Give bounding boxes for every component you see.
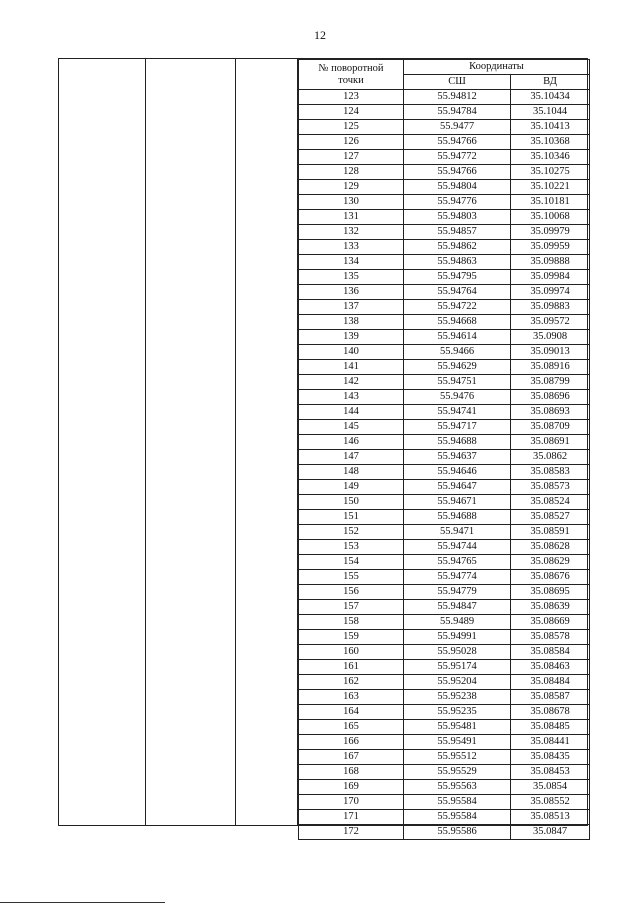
table-row — [299, 615, 590, 630]
longitude-header: ВД — [511, 75, 590, 90]
longitude-cell: 35.10434 — [511, 90, 590, 105]
longitude-cell: 35.08676 — [511, 570, 590, 585]
table-row — [299, 360, 590, 375]
point-number-cell: 152 — [299, 525, 404, 540]
latitude-cell: 55.95491 — [404, 735, 511, 750]
latitude-cell: 55.95563 — [404, 780, 511, 795]
table-row — [299, 465, 590, 480]
column-divider — [235, 59, 236, 825]
latitude-cell: 55.94614 — [404, 330, 511, 345]
latitude-cell: 55.94776 — [404, 195, 511, 210]
table-row — [299, 780, 590, 795]
table-row — [299, 735, 590, 750]
latitude-cell: 55.94991 — [404, 630, 511, 645]
longitude-cell: 35.08484 — [511, 675, 590, 690]
table-row — [299, 180, 590, 195]
point-number-cell: 170 — [299, 795, 404, 810]
table-row — [299, 375, 590, 390]
longitude-cell: 35.09883 — [511, 300, 590, 315]
longitude-cell: 35.08799 — [511, 375, 590, 390]
latitude-cell: 55.94795 — [404, 270, 511, 285]
latitude-cell: 55.94779 — [404, 585, 511, 600]
latitude-cell: 55.94774 — [404, 570, 511, 585]
table-row — [299, 120, 590, 135]
latitude-cell: 55.9471 — [404, 525, 511, 540]
latitude-cell: 55.95529 — [404, 765, 511, 780]
point-number-cell: 126 — [299, 135, 404, 150]
latitude-cell: 55.95512 — [404, 750, 511, 765]
point-number-cell: 166 — [299, 735, 404, 750]
point-number-cell: 159 — [299, 630, 404, 645]
latitude-cell: 55.94647 — [404, 480, 511, 495]
point-number-cell: 163 — [299, 690, 404, 705]
latitude-cell: 55.95204 — [404, 675, 511, 690]
footer-rule — [0, 902, 165, 903]
latitude-header: СШ — [404, 75, 511, 90]
point-number-cell: 161 — [299, 660, 404, 675]
point-number-cell: 154 — [299, 555, 404, 570]
latitude-cell: 55.94765 — [404, 555, 511, 570]
latitude-cell: 55.95238 — [404, 690, 511, 705]
longitude-cell: 35.08584 — [511, 645, 590, 660]
table-row — [299, 405, 590, 420]
table-row — [299, 345, 590, 360]
coordinates-header: Координаты — [404, 60, 590, 75]
longitude-cell: 35.08527 — [511, 510, 590, 525]
table-row — [299, 600, 590, 615]
point-number-cell: 153 — [299, 540, 404, 555]
longitude-cell: 35.08591 — [511, 525, 590, 540]
point-number-cell: 140 — [299, 345, 404, 360]
point-number-cell: 160 — [299, 645, 404, 660]
longitude-cell: 35.08709 — [511, 420, 590, 435]
table-row — [299, 330, 590, 345]
table-row — [299, 105, 590, 120]
longitude-cell: 35.08463 — [511, 660, 590, 675]
table-row — [299, 570, 590, 585]
latitude-cell: 55.94671 — [404, 495, 511, 510]
table-row — [299, 315, 590, 330]
point-number-cell: 156 — [299, 585, 404, 600]
table-row — [299, 525, 590, 540]
point-number-cell: 151 — [299, 510, 404, 525]
longitude-cell: 35.10275 — [511, 165, 590, 180]
latitude-cell: 55.95028 — [404, 645, 511, 660]
latitude-cell: 55.94741 — [404, 405, 511, 420]
latitude-cell: 55.9476 — [404, 390, 511, 405]
latitude-cell: 55.94803 — [404, 210, 511, 225]
table-row — [299, 150, 590, 165]
longitude-cell: 35.08629 — [511, 555, 590, 570]
table-row — [299, 240, 590, 255]
latitude-cell: 55.95584 — [404, 810, 511, 825]
table-row — [299, 210, 590, 225]
point-number-cell: 168 — [299, 765, 404, 780]
point-number-cell: 125 — [299, 120, 404, 135]
table-row — [299, 630, 590, 645]
latitude-cell: 55.94744 — [404, 540, 511, 555]
point-number-cell: 138 — [299, 315, 404, 330]
coordinates-table — [298, 59, 590, 840]
table-row — [299, 765, 590, 780]
latitude-cell: 55.95235 — [404, 705, 511, 720]
longitude-cell: 35.08587 — [511, 690, 590, 705]
longitude-cell: 35.0854 — [511, 780, 590, 795]
latitude-cell: 55.94751 — [404, 375, 511, 390]
longitude-cell: 35.08678 — [511, 705, 590, 720]
latitude-cell: 55.94804 — [404, 180, 511, 195]
table-row — [299, 720, 590, 735]
table-row — [299, 825, 590, 840]
latitude-cell: 55.94857 — [404, 225, 511, 240]
point-number-cell: 146 — [299, 435, 404, 450]
point-number-cell: 137 — [299, 300, 404, 315]
latitude-cell: 55.94784 — [404, 105, 511, 120]
longitude-cell: 35.08524 — [511, 495, 590, 510]
latitude-cell: 55.94847 — [404, 600, 511, 615]
point-number-cell: 147 — [299, 450, 404, 465]
table-row — [299, 645, 590, 660]
point-number-cell: 148 — [299, 465, 404, 480]
longitude-cell: 35.10221 — [511, 180, 590, 195]
longitude-cell: 35.10413 — [511, 120, 590, 135]
longitude-cell: 35.09888 — [511, 255, 590, 270]
longitude-cell: 35.08513 — [511, 810, 590, 825]
latitude-cell: 55.94668 — [404, 315, 511, 330]
point-number-cell: 150 — [299, 495, 404, 510]
latitude-cell: 55.9466 — [404, 345, 511, 360]
latitude-cell: 55.94688 — [404, 510, 511, 525]
longitude-cell: 35.10181 — [511, 195, 590, 210]
longitude-cell: 35.09572 — [511, 315, 590, 330]
table-row — [299, 555, 590, 570]
latitude-cell: 55.95481 — [404, 720, 511, 735]
table-row — [299, 195, 590, 210]
longitude-cell: 35.08639 — [511, 600, 590, 615]
latitude-cell: 55.94812 — [404, 90, 511, 105]
point-number-cell: 134 — [299, 255, 404, 270]
latitude-cell: 55.95584 — [404, 795, 511, 810]
table-row — [299, 690, 590, 705]
point-number-cell: 164 — [299, 705, 404, 720]
latitude-cell: 55.9477 — [404, 120, 511, 135]
point-number-cell: 129 — [299, 180, 404, 195]
point-number-cell: 135 — [299, 270, 404, 285]
longitude-cell: 35.08628 — [511, 540, 590, 555]
longitude-cell: 35.09974 — [511, 285, 590, 300]
longitude-cell: 35.08435 — [511, 750, 590, 765]
longitude-cell: 35.08573 — [511, 480, 590, 495]
point-number-cell: 130 — [299, 195, 404, 210]
longitude-cell: 35.08441 — [511, 735, 590, 750]
longitude-cell: 35.08583 — [511, 465, 590, 480]
point-number-cell: 128 — [299, 165, 404, 180]
table-row — [299, 255, 590, 270]
point-number-cell: 133 — [299, 240, 404, 255]
table-row — [299, 510, 590, 525]
point-number-cell: 143 — [299, 390, 404, 405]
table-row — [299, 435, 590, 450]
table-row — [299, 810, 590, 825]
point-number-cell: 144 — [299, 405, 404, 420]
longitude-cell: 35.09959 — [511, 240, 590, 255]
latitude-cell: 55.94766 — [404, 135, 511, 150]
longitude-cell: 35.08485 — [511, 720, 590, 735]
longitude-cell: 35.0908 — [511, 330, 590, 345]
point-number-cell: 172 — [299, 825, 404, 840]
latitude-cell: 55.94637 — [404, 450, 511, 465]
point-number-cell: 136 — [299, 285, 404, 300]
latitude-cell: 55.94688 — [404, 435, 511, 450]
point-number-cell: 139 — [299, 330, 404, 345]
longitude-cell: 35.08453 — [511, 765, 590, 780]
latitude-cell: 55.94862 — [404, 240, 511, 255]
table-row — [299, 750, 590, 765]
table-row — [299, 795, 590, 810]
point-number-cell: 149 — [299, 480, 404, 495]
longitude-cell: 35.09013 — [511, 345, 590, 360]
table-row — [299, 90, 590, 105]
point-number-cell: 165 — [299, 720, 404, 735]
table-row — [299, 390, 590, 405]
longitude-cell: 35.09979 — [511, 225, 590, 240]
table-row — [299, 705, 590, 720]
latitude-cell: 55.9489 — [404, 615, 511, 630]
point-number-cell: 169 — [299, 780, 404, 795]
table-row — [299, 225, 590, 240]
longitude-cell: 35.08691 — [511, 435, 590, 450]
longitude-cell: 35.0862 — [511, 450, 590, 465]
latitude-cell: 55.94717 — [404, 420, 511, 435]
latitude-cell: 55.95174 — [404, 660, 511, 675]
longitude-cell: 35.10068 — [511, 210, 590, 225]
longitude-cell: 35.0847 — [511, 825, 590, 840]
longitude-cell: 35.08693 — [511, 405, 590, 420]
point-number-cell: 123 — [299, 90, 404, 105]
point-number-cell: 132 — [299, 225, 404, 240]
point-number-cell: 171 — [299, 810, 404, 825]
latitude-cell: 55.94646 — [404, 465, 511, 480]
table-row — [299, 495, 590, 510]
point-number-cell: 158 — [299, 615, 404, 630]
longitude-cell: 35.08916 — [511, 360, 590, 375]
latitude-cell: 55.95586 — [404, 825, 511, 840]
latitude-cell: 55.94863 — [404, 255, 511, 270]
point-number-cell: 124 — [299, 105, 404, 120]
longitude-cell: 35.08578 — [511, 630, 590, 645]
point-number-header: № поворотной точки — [299, 60, 404, 90]
latitude-cell: 55.94764 — [404, 285, 511, 300]
longitude-cell: 35.08552 — [511, 795, 590, 810]
table-row — [299, 450, 590, 465]
latitude-cell: 55.94766 — [404, 165, 511, 180]
point-number-cell: 127 — [299, 150, 404, 165]
document-table-frame — [58, 58, 588, 837]
longitude-cell: 35.1044 — [511, 105, 590, 120]
table-row — [299, 585, 590, 600]
table-row — [299, 420, 590, 435]
longitude-cell: 35.08695 — [511, 585, 590, 600]
latitude-cell: 55.94772 — [404, 150, 511, 165]
table-row — [299, 270, 590, 285]
latitude-cell: 55.94722 — [404, 300, 511, 315]
longitude-cell: 35.08696 — [511, 390, 590, 405]
point-number-cell: 155 — [299, 570, 404, 585]
table-row — [299, 675, 590, 690]
point-number-cell: 131 — [299, 210, 404, 225]
table-row — [299, 480, 590, 495]
table-row — [299, 540, 590, 555]
longitude-cell: 35.09984 — [511, 270, 590, 285]
latitude-cell: 55.94629 — [404, 360, 511, 375]
point-number-cell: 141 — [299, 360, 404, 375]
column-divider — [145, 59, 146, 825]
point-number-cell: 142 — [299, 375, 404, 390]
table-row — [299, 300, 590, 315]
table-row — [299, 660, 590, 675]
longitude-cell: 35.10346 — [511, 150, 590, 165]
longitude-cell: 35.10368 — [511, 135, 590, 150]
point-number-cell: 145 — [299, 420, 404, 435]
page-number: 12 — [314, 28, 326, 42]
point-number-cell: 167 — [299, 750, 404, 765]
table-row — [299, 165, 590, 180]
table-row — [299, 135, 590, 150]
point-number-cell: 157 — [299, 600, 404, 615]
longitude-cell: 35.08669 — [511, 615, 590, 630]
table-row — [299, 285, 590, 300]
point-number-cell: 162 — [299, 675, 404, 690]
